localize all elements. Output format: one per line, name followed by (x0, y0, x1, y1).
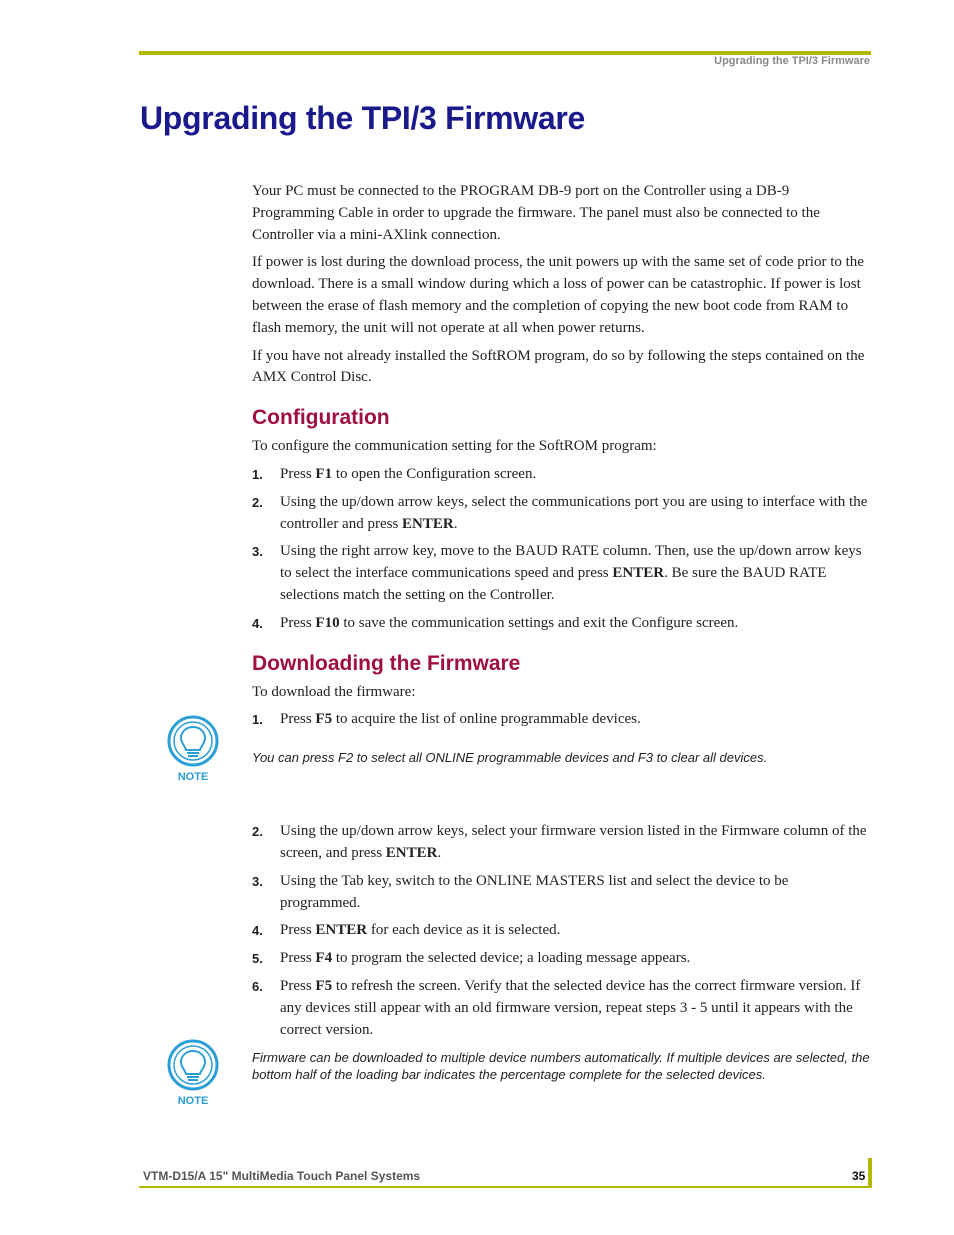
note-text: Firmware can be downloaded to multiple device numbers automatically. If multiple devices are selected, the bottom half of the loading bar indicates the percentage complete for the selected devices. (252, 1050, 870, 1083)
note-label: NOTE (177, 1095, 209, 1108)
note-text: You can press F2 to select all ONLINE programmable devices and F3 to clear all devices. (252, 750, 768, 766)
downloading-steps-first (252, 709, 870, 731)
step-number: 4. (252, 923, 263, 939)
section-heading-configuration: Configuration (252, 406, 390, 430)
list-item: 2. Using the up/down arrow keys, select your firmware version listed in the Firmware column of the screen, and press ENTER. (252, 823, 867, 861)
intro-paragraph: Your PC must be connected to the PROGRAM DB-9 port on the Controller using a DB-9 Programming Cable in order to upgrade the firmware. The panel must also be connected to the Controller via a mini-AXlink connection. (252, 183, 820, 243)
configuration-lead: To configure the communication setting for the SoftROM program: (252, 438, 657, 455)
footer-rule (139, 1186, 871, 1188)
list-item: 4. Press F10 to save the communication settings and exit the Configure screen. (252, 613, 870, 635)
list-item: 2. Using the up/down arrow keys, select the communications port you are using to interface with the controller and press ENTER. (252, 493, 868, 532)
page-number: 35 (852, 1169, 866, 1183)
list-item: 1. Press F1 to open the Configuration screen. (252, 464, 870, 486)
downloading-lead: To download the firmware: (252, 683, 416, 700)
footer-product-name: VTM-D15/A 15" MultiMedia Touch Panel Systems (143, 1169, 421, 1183)
intro-paragraph: If you have not already installed the SoftROM program, do so by following the steps contained on the AMX Control Disc. (252, 347, 865, 386)
running-head: Upgrading the TPI/3 Firmware (714, 55, 870, 67)
step-number: 5. (252, 951, 263, 967)
step-number: 6. (252, 978, 263, 994)
list-item: 3. Using the right arrow key, move to the BAUD RATE column. Then, use the up/down arrow keys to select the interface communications speed and press ENTER. Be sure the BAUD RATE selections match the setting on the Controller. (252, 543, 862, 603)
list-item: 4. Press ENTER for each device as it is selected. (252, 920, 870, 942)
step-number: 3. (252, 544, 263, 560)
note-label: NOTE (177, 771, 209, 784)
step-number: 1. (252, 712, 263, 728)
note-callout (177, 737, 870, 801)
note-callout (177, 1047, 870, 1108)
list-item: 5. Press F4 to program the selected device; a loading message appears. (252, 948, 870, 970)
section-heading-downloading: Downloading the Firmware (252, 651, 521, 675)
configuration-steps (252, 464, 870, 635)
lightbulb-note-icon (164, 715, 222, 785)
footer-rule-vertical (868, 1158, 872, 1188)
downloading-steps-rest (252, 821, 870, 1041)
step-number: 4. (252, 615, 263, 631)
page-title: Upgrading the TPI/3 Firmware (140, 100, 586, 136)
main-content (177, 181, 870, 1127)
lightbulb-note-icon (164, 1039, 222, 1109)
list-item: 1. Press F5 to acquire the list of online programmable devices. (252, 709, 870, 731)
step-number: 1. (252, 466, 263, 482)
step-number: 3. (252, 873, 263, 889)
intro-paragraph: If power is lost during the download process, the unit powers up with the same set of code prior to the download. There is a small window during which a loss of power can be catastrophic. If power is lost between the erase of flash memory and the completion of copying the new boot code from RAM to flash memory, the unit will not operate at all when power returns. (252, 254, 864, 336)
list-item: 3. Using the Tab key, switch to the ONLINE MASTERS list and select the device to be programmed. (252, 872, 789, 911)
list-item: 6. Press F5 to refresh the screen. Verify that the selected device has the correct firmware version. If any devices still appear with an old firmware version, repeat steps 3 - 5 until it appears with the correct version. (252, 977, 861, 1038)
step-number: 2. (252, 824, 263, 840)
step-number: 2. (252, 494, 263, 510)
